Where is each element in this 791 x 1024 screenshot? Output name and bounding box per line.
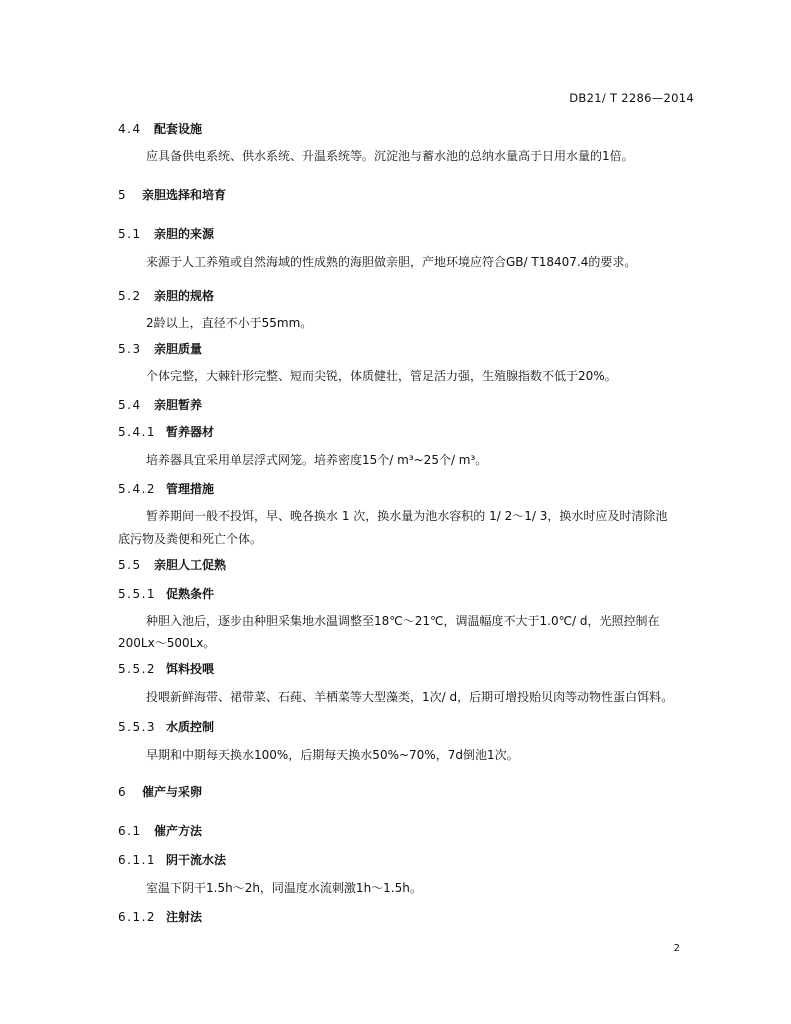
section-heading (118, 480, 214, 497)
section-title: 催产方法 (154, 824, 203, 838)
section-heading (118, 851, 226, 868)
section-number: 5.5.2 (118, 662, 157, 676)
paragraph-text: 暂养期间一般不投饵，早、晚各换水 1 次，换水量为池水容积的 1/ 2～1/ 3，换水时应及时清除池 (146, 509, 668, 523)
paragraph-text: 培养器具宜采用单层浮式网笼。培养密度15个/ m³~25个/ m³。 (146, 453, 488, 467)
section-number: 6.1 (118, 824, 142, 838)
section-number: 4.4 (118, 122, 142, 136)
section-number: 5 (118, 188, 128, 202)
paragraph-text: 早期和中期每天换水100%，后期每天换水50%~70%，7d倒池1次。 (146, 748, 519, 762)
section-title: 注射法 (166, 910, 203, 924)
section-heading (118, 908, 202, 925)
section-heading (118, 423, 214, 440)
section-title: 亲胆选择和培育 (142, 188, 227, 202)
section-number: 6.1.2 (118, 910, 157, 924)
section-title: 配套设施 (154, 122, 203, 136)
section-number: 5.4.2 (118, 482, 157, 496)
section-number: 5.1 (118, 227, 142, 241)
section-title: 暂养器材 (166, 425, 215, 439)
section-title: 促熟条件 (166, 587, 215, 601)
section-heading (118, 396, 202, 413)
paragraph-text: 种胆入池后，逐步由种胆采集地水温调整至18℃～21℃，调温幅度不大于1.0℃/ d，光照控制在 (146, 614, 660, 628)
section-heading (118, 120, 202, 137)
paragraph-text: 2龄以上，直径不小于55mm。 (146, 316, 313, 330)
section-title: 管理措施 (166, 482, 215, 496)
paragraph-text: 室温下阴干1.5h～2h，同温度水流刺激1h～1.5h。 (146, 881, 422, 895)
section-number: 5.5 (118, 558, 142, 572)
section-number: 6.1.1 (118, 853, 157, 867)
section-number: 6 (118, 785, 128, 799)
section-title: 亲胆的规格 (154, 289, 215, 303)
paragraph-text: 个体完整，大棘针形完整、短而尖锐，体质健壮，管足活力强，生殖腺指数不低于20%。 (146, 369, 617, 383)
section-number: 5.3 (118, 342, 142, 356)
section-heading (118, 718, 214, 735)
section-heading (118, 585, 214, 602)
section-heading (118, 660, 214, 677)
section-heading (118, 186, 226, 203)
section-title: 催产与采卵 (142, 785, 203, 799)
section-heading (118, 340, 202, 357)
paragraph-text: 来源于人工养殖或自然海域的性成熟的海胆做亲胆，产地环境应符合GB/ T18407.4的要求。 (146, 255, 637, 269)
standard-code: DB21/ T 2286—2014 (569, 91, 694, 105)
section-title: 亲胆的来源 (154, 227, 215, 241)
page-number: 2 (673, 943, 680, 954)
section-number: 5.2 (118, 289, 142, 303)
paragraph-text: 底污物及粪便和死亡个体。 (118, 532, 263, 546)
section-heading (118, 225, 214, 242)
section-title: 亲胆质量 (154, 342, 203, 356)
section-title: 水质控制 (166, 720, 215, 734)
paragraph-text: 200Lx～500Lx。 (118, 636, 216, 650)
section-number: 5.5.1 (118, 587, 157, 601)
section-title: 饵料投喂 (166, 662, 215, 676)
section-number: 5.5.3 (118, 720, 157, 734)
section-title: 亲胆暂养 (154, 398, 203, 412)
section-number: 5.4 (118, 398, 142, 412)
section-number: 5.4.1 (118, 425, 157, 439)
section-heading (118, 556, 226, 573)
section-heading (118, 822, 202, 839)
section-title: 阴干流水法 (166, 853, 227, 867)
paragraph-text: 投喂新鲜海带、裙带菜、石莼、羊栖菜等大型藻类，1次/ d，后期可增投贻贝肉等动物性蛋白饵料。 (146, 690, 674, 704)
paragraph-text: 应具备供电系统、供水系统、升温系统等。沉淀池与蓄水池的总纳水量高于日用水量的1倍。 (146, 149, 634, 163)
section-heading (118, 783, 202, 800)
section-title: 亲胆人工促熟 (154, 558, 227, 572)
section-heading (118, 287, 214, 304)
